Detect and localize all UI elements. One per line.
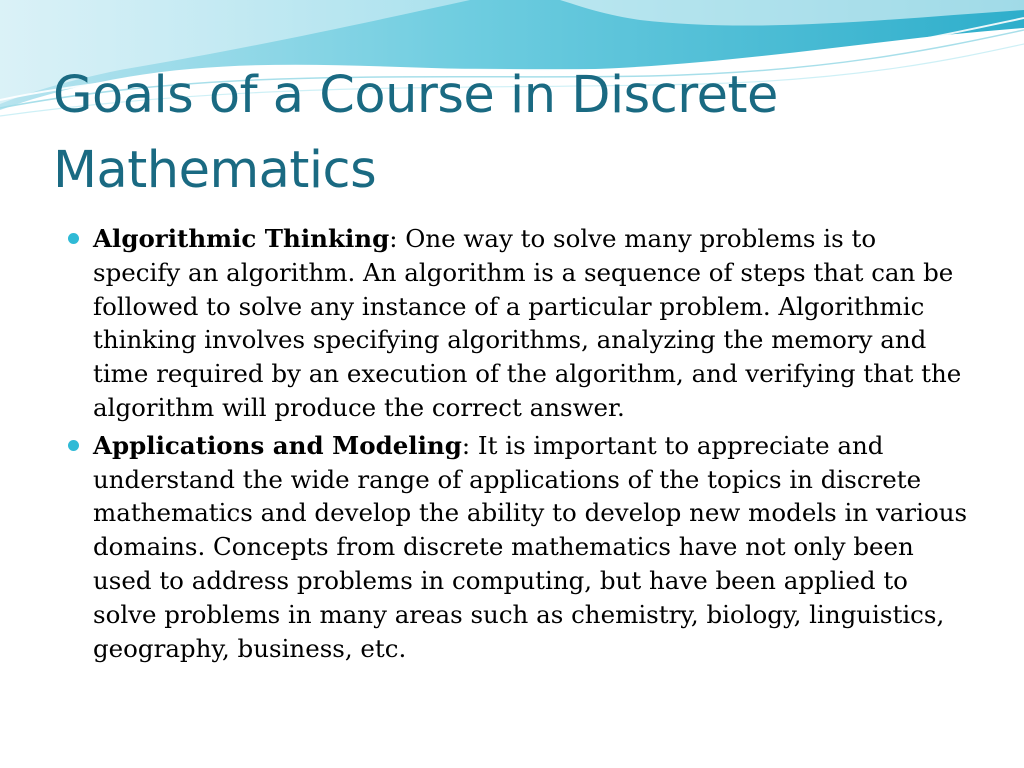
slide-title-line-1: Goals of a Course in Discrete	[53, 66, 778, 125]
bullet-separator: :	[461, 430, 478, 460]
bullet-body: One way to solve many problems is to specify an algorithm. An algorithm is a sequence of steps that can be followed to solve any instance of a particular problem. Algorithmic thinking involves specifying algorithms, analyzing the memory and time required by an execution of the algorithm, and verifying that the algorithm will produce the correct answer.	[93, 224, 962, 422]
bullet-text	[93, 429, 968, 666]
slide-title	[53, 58, 953, 208]
bullet-term: Applications and Modeling	[93, 430, 462, 460]
bullet-item-applications-and-modeling	[68, 429, 968, 666]
bullet-body: It is important to appreciate and understand the wide range of applications of the topics in discrete mathematics and develop the ability to develop new models in various domains. Concepts from discrete mathematics have not only been used to address problems in computing, but have been applied to solve problems in many areas such as chemistry, biology, linguistics, geography, business, etc.	[93, 430, 968, 663]
bullet-dot-icon	[68, 440, 79, 451]
bullet-text	[93, 222, 968, 425]
bullet-item-algorithmic-thinking	[68, 222, 968, 425]
bullet-list	[68, 222, 968, 669]
bullet-dot-icon	[68, 233, 79, 244]
bullet-term: Algorithmic Thinking	[93, 224, 390, 253]
slide-title-line-2: Mathematics	[53, 141, 377, 200]
bullet-separator: :	[389, 224, 406, 253]
